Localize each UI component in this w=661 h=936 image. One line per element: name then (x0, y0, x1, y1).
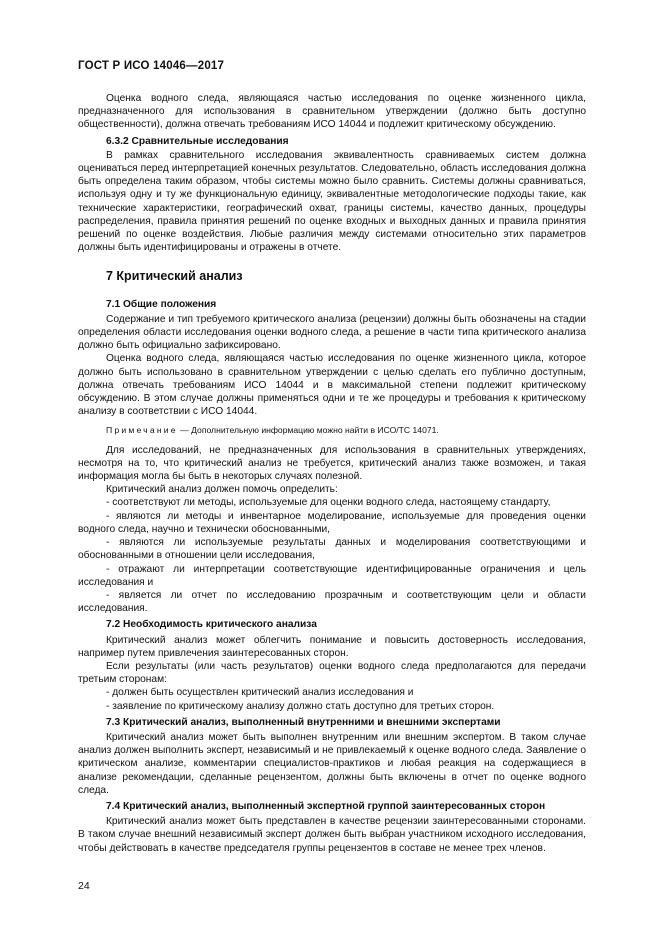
list-item: - должен быть осуществлен критический анализ исследования и (106, 687, 414, 699)
paragraph: В рамках сравнительного исследования эквивалентность сравниваемых систем должна оцениваться перед интерпретацией конечных результатов. Следовательно, область исследования должна быть определена таким образом, чтобы системы можно было сравнить. Системы должны сравниваться, используя одну и ту же функциональную единицу, эквивалентные методологические подходы такие, как технические характеристики, географический охват, границы системы, качество данных, процедуры распределения, правила принятия решений по оценке входных и выходных данных и правила принятия решений по оценке воздействия. Любые различия между системами относительно этих параметров должны быть идентифицированы и отражены в отчете. (78, 149, 586, 254)
paragraph: Содержание и тип требуемого критического анализа (рецензии) должны быть обозначены на стадии определения области исследования оценки водного следа, а решение в части типа критического анализа должно быть официально зафиксировано. (78, 313, 586, 352)
paragraph: Если результаты (или часть результатов) оценки водного следа предполагаются для передачи третьим сторонам: (78, 660, 586, 686)
section-heading-7-4: 7.4 Критический анализ, выполненный экспертной группой заинтересованных сторон (106, 800, 546, 812)
paragraph: Критический анализ может облегчить понимание и повысить достоверность исследования, например путем привлечения заинтересованных сторон. (78, 634, 586, 659)
section-heading-7-3: 7.3 Критический анализ, выполненный внутренними и внешними экспертами (106, 716, 501, 728)
note-label: Примечание (106, 425, 178, 436)
paragraph: Критический анализ может быть представлен в качестве рецензии заинтересованными сторонами. В таком случае внешний независимый эксперт должен быть выбран участником исходного исследования, чтобы действовать в качестве председателя группы рецензентов в составе не менее трех членов. (78, 816, 586, 854)
list-item: - заявление по критическому анализу должно стать доступно для третьих сторон. (106, 700, 495, 712)
section-heading-7: 7 Критический анализ (106, 269, 243, 284)
paragraph: Оценка водного следа, являющаяся частью исследования по оценке жизненного цикла, которое должно быть использовано в сравнительном утверждении с целью сделать его публично доступным, должна отвечать требованиям ИСО 14044 и в максимальной степени подлежит критическому обсуждению. В этом случае должны применяться одни и те же процедуры и требования к критическому анализу в соответствии с ИСО 14044. (78, 353, 586, 418)
standard-header: ГОСТ Р ИСО 14046—2017 (78, 60, 225, 72)
list-item: - являются ли методы и инвентарное моделирование, используемые для проведения оценки водного следа, научно и технически обоснованными, (78, 510, 586, 535)
note (106, 424, 586, 437)
section-heading-7-2: 7.2 Необходимость критического анализа (106, 619, 317, 631)
paragraph: Оценка водного следа, являющаяся частью исследования по оценке жизненного цикла, предназначенного для использования в сравнительном утверждении (должно быть доступно общественности), должна отвечать требованиям ИСО 14044 и подлежит критическому обсуждению. (78, 93, 586, 131)
paragraph: Критический анализ должен помочь определить: (106, 484, 338, 496)
page-number: 24 (78, 880, 90, 892)
section-heading-7-1: 7.1 Общие положения (106, 298, 217, 310)
document-body (78, 92, 586, 855)
list-item: - является ли отчет по исследованию прозрачным и соответствующим цели и области исследования. (78, 589, 586, 615)
note-text: — Дополнительную информацию можно найти в ИСО/ТС 14071. (177, 425, 439, 436)
paragraph: Критический анализ может быть выполнен внутренним или внешним экспертом. В таком случае анализ должен выполнить эксперт, независимый и не привлекаемый к оценке водного следа. Заявление о критическом анализе, комментарии специалистов-практиков и любая реакция на содержащиеся в анализе рекомендации, сделанные рецензентом, должны быть включены в отчет по оценке водного следа. (78, 731, 586, 796)
list-item: - соответствуют ли методы, используемые для оценки водного следа, настоящему стандарту, (106, 497, 551, 509)
paragraph: Для исследований, не предназначенных для использования в сравнительных утверждениях, несмотря на то, что критический анализ не требуется, критический анализ также возможен, и такая информация могла бы быть в некоторых случаях полезной. (78, 444, 586, 483)
section-heading-6-3-2: 6.3.2 Сравнительные исследования (106, 135, 289, 147)
list-item: - отражают ли интерпретации соответствующие идентифицированные ограничения и цель исследования и (78, 563, 586, 588)
list-item: - являются ли используемые результаты данных и моделирования соответствующими и обоснованными в отношении цели исследования, (78, 537, 586, 562)
